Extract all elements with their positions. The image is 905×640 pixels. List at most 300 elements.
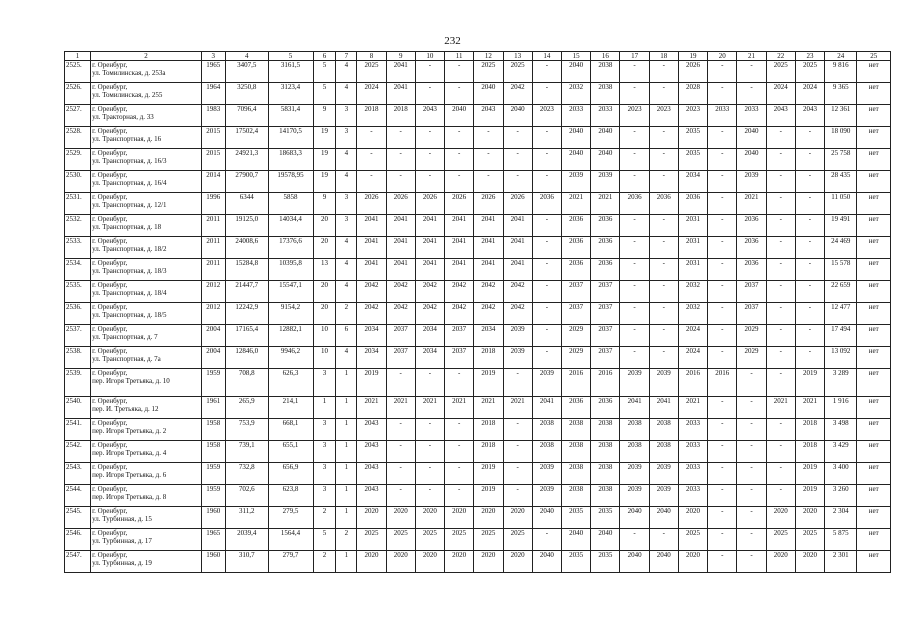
- cell-col-22: -: [766, 419, 795, 441]
- cell-col-14: -: [532, 127, 561, 149]
- address-cell: [91, 237, 202, 259]
- cell-col-25: нет: [857, 303, 891, 325]
- cell-col-9: 2037: [386, 347, 415, 369]
- cell-col-6: 19: [313, 149, 336, 171]
- cell-col-17: -: [620, 171, 649, 193]
- cell-col-7: 4: [336, 171, 357, 193]
- cell-col-18: 2039: [649, 485, 678, 507]
- cell-col-19: 2028: [678, 83, 707, 105]
- cell-col-12: 2041: [474, 215, 503, 237]
- cell-col-17: 2039: [620, 369, 649, 397]
- cell-col-14: 2023: [532, 105, 561, 127]
- cell-col-23: 2043: [795, 105, 824, 127]
- cell-col-6: 2: [313, 507, 336, 529]
- cell-col-13: 2039: [503, 325, 532, 347]
- column-number-8: 8: [357, 52, 386, 61]
- address-street: ул. Транспортная, д. 18/5: [92, 311, 167, 319]
- cell-col-8: -: [357, 149, 386, 171]
- cell-col-14: 2040: [532, 507, 561, 529]
- cell-col-4: 12846,0: [225, 347, 268, 369]
- address-street: ул. Турбинная, д. 19: [92, 559, 152, 567]
- cell-col-4: 24921,3: [225, 149, 268, 171]
- cell-col-13: 2042: [503, 303, 532, 325]
- cell-col-15: 2036: [561, 237, 590, 259]
- cell-col-10: 2021: [415, 397, 444, 419]
- cell-col-13: 2039: [503, 347, 532, 369]
- column-number-17: 17: [620, 52, 649, 61]
- cell-col-12: 2021: [474, 397, 503, 419]
- cell-col-7: 1: [336, 507, 357, 529]
- cell-col-5: 3161,5: [268, 61, 313, 83]
- cell-col-5: 1564,4: [268, 529, 313, 551]
- address-street: ул. Томилинская, д. 255: [92, 91, 163, 99]
- cell-col-18: 2040: [649, 551, 678, 573]
- table-row: [65, 419, 891, 441]
- cell-col-12: 2018: [474, 347, 503, 369]
- cell-col-9: -: [386, 463, 415, 485]
- cell-col-19: 2031: [678, 215, 707, 237]
- cell-col-11: 2042: [445, 303, 474, 325]
- cell-col-7: 4: [336, 237, 357, 259]
- cell-col-11: -: [445, 419, 474, 441]
- cell-col-14: 2038: [532, 441, 561, 463]
- cell-col-23: 2018: [795, 419, 824, 441]
- cell-col-7: 4: [336, 259, 357, 281]
- cell-col-15: 2029: [561, 347, 590, 369]
- table-row: [65, 127, 891, 149]
- address-street: ул. Турбинная, д. 17: [92, 537, 152, 545]
- cell-col-21: 2036: [737, 259, 766, 281]
- cell-col-14: 2039: [532, 485, 561, 507]
- row-number: 2540.: [65, 397, 91, 419]
- cell-col-23: 2024: [795, 83, 824, 105]
- cell-col-24: 5 875: [825, 529, 857, 551]
- cell-col-20: -: [708, 259, 737, 281]
- cell-col-15: 2040: [561, 529, 590, 551]
- cell-col-14: 2040: [532, 551, 561, 573]
- cell-col-10: -: [415, 485, 444, 507]
- cell-col-18: -: [649, 237, 678, 259]
- cell-col-23: -: [795, 215, 824, 237]
- cell-col-7: 4: [336, 83, 357, 105]
- cell-col-19: 2016: [678, 369, 707, 397]
- column-number-6: 6: [313, 52, 336, 61]
- cell-col-21: -: [737, 83, 766, 105]
- cell-col-12: 2020: [474, 507, 503, 529]
- address-cell: [91, 419, 202, 441]
- address-street: ул. Транспортная, д. 18/2: [92, 245, 167, 253]
- cell-col-17: 2041: [620, 397, 649, 419]
- cell-col-8: 2025: [357, 61, 386, 83]
- cell-col-6: 20: [313, 237, 336, 259]
- address-street: ул. Транспортная, д. 16/4: [92, 179, 167, 187]
- cell-col-19: 2036: [678, 193, 707, 215]
- cell-col-13: -: [503, 127, 532, 149]
- cell-col-6: 3: [313, 485, 336, 507]
- cell-col-20: -: [708, 347, 737, 369]
- cell-col-12: 2018: [474, 441, 503, 463]
- address-city: г. Оренбург,: [92, 215, 128, 223]
- cell-col-20: -: [708, 551, 737, 573]
- cell-col-5: 15547,1: [268, 281, 313, 303]
- cell-col-16: 2040: [591, 127, 620, 149]
- cell-col-7: 1: [336, 463, 357, 485]
- column-number-11: 11: [445, 52, 474, 61]
- cell-col-11: -: [445, 83, 474, 105]
- cell-col-3: 2015: [201, 127, 225, 149]
- address-city: г. Оренбург,: [92, 259, 128, 267]
- row-number: 2531.: [65, 193, 91, 215]
- cell-col-23: -: [795, 171, 824, 193]
- cell-col-12: -: [474, 171, 503, 193]
- cell-col-11: 2037: [445, 325, 474, 347]
- row-number: 2538.: [65, 347, 91, 369]
- column-number-15: 15: [561, 52, 590, 61]
- cell-col-4: 19125,0: [225, 215, 268, 237]
- cell-col-16: 2040: [591, 149, 620, 171]
- cell-col-25: нет: [857, 149, 891, 171]
- address-cell: [91, 485, 202, 507]
- address-city: г. Оренбург,: [92, 61, 128, 69]
- cell-col-21: 2040: [737, 149, 766, 171]
- cell-col-17: -: [620, 325, 649, 347]
- cell-col-25: нет: [857, 215, 891, 237]
- cell-col-15: 2040: [561, 127, 590, 149]
- cell-col-17: -: [620, 61, 649, 83]
- cell-col-21: -: [737, 463, 766, 485]
- cell-col-18: 2041: [649, 397, 678, 419]
- cell-col-20: -: [708, 485, 737, 507]
- cell-col-25: нет: [857, 463, 891, 485]
- cell-col-16: 2038: [591, 83, 620, 105]
- cell-col-22: -: [766, 441, 795, 463]
- cell-col-19: 2033: [678, 463, 707, 485]
- cell-col-13: 2026: [503, 193, 532, 215]
- cell-col-25: нет: [857, 259, 891, 281]
- cell-col-14: -: [532, 529, 561, 551]
- cell-col-3: 2012: [201, 281, 225, 303]
- cell-col-22: -: [766, 325, 795, 347]
- cell-col-22: -: [766, 171, 795, 193]
- table-row: [65, 441, 891, 463]
- cell-col-11: 2021: [445, 397, 474, 419]
- column-number-4: 4: [225, 52, 268, 61]
- cell-col-12: -: [474, 149, 503, 171]
- cell-col-14: -: [532, 259, 561, 281]
- cell-col-9: -: [386, 369, 415, 397]
- cell-col-22: -: [766, 485, 795, 507]
- cell-col-9: 2041: [386, 215, 415, 237]
- cell-col-16: 2038: [591, 441, 620, 463]
- address-street: ул. Транспортная, д. 18/4: [92, 289, 167, 297]
- cell-col-21: -: [737, 529, 766, 551]
- cell-col-4: 3407,5: [225, 61, 268, 83]
- cell-col-15: 2035: [561, 551, 590, 573]
- cell-col-21: -: [737, 551, 766, 573]
- cell-col-17: -: [620, 237, 649, 259]
- address-street: пер. И. Третьяка, д. 12: [92, 405, 159, 413]
- cell-col-16: 2040: [591, 529, 620, 551]
- cell-col-11: 2041: [445, 215, 474, 237]
- cell-col-10: 2041: [415, 259, 444, 281]
- cell-col-13: 2041: [503, 237, 532, 259]
- cell-col-4: 732,8: [225, 463, 268, 485]
- cell-col-13: -: [503, 171, 532, 193]
- row-number: 2533.: [65, 237, 91, 259]
- address-city: г. Оренбург,: [92, 369, 128, 377]
- cell-col-12: 2020: [474, 551, 503, 573]
- cell-col-23: -: [795, 325, 824, 347]
- cell-col-9: 2042: [386, 303, 415, 325]
- cell-col-10: -: [415, 149, 444, 171]
- cell-col-24: 3 429: [825, 441, 857, 463]
- cell-col-13: 2025: [503, 61, 532, 83]
- cell-col-21: -: [737, 397, 766, 419]
- cell-col-14: -: [532, 171, 561, 193]
- cell-col-24: 12 361: [825, 105, 857, 127]
- cell-col-14: 2038: [532, 419, 561, 441]
- address-city: г. Оренбург,: [92, 171, 128, 179]
- cell-col-21: 2037: [737, 281, 766, 303]
- address-cell: [91, 441, 202, 463]
- cell-col-16: 2036: [591, 259, 620, 281]
- cell-col-24: 3 260: [825, 485, 857, 507]
- cell-col-9: 2037: [386, 325, 415, 347]
- address-city: г. Оренбург,: [92, 325, 128, 333]
- cell-col-10: -: [415, 369, 444, 397]
- cell-col-20: -: [708, 61, 737, 83]
- address-street: ул. Транспортная, д. 18: [92, 223, 162, 231]
- cell-col-19: 2035: [678, 127, 707, 149]
- cell-col-10: 2042: [415, 281, 444, 303]
- cell-col-6: 3: [313, 441, 336, 463]
- column-number-24: 24: [825, 52, 857, 61]
- column-number-10: 10: [415, 52, 444, 61]
- cell-col-8: 2020: [357, 551, 386, 573]
- cell-col-9: 2018: [386, 105, 415, 127]
- cell-col-9: -: [386, 485, 415, 507]
- cell-col-14: -: [532, 61, 561, 83]
- cell-col-12: 2019: [474, 369, 503, 397]
- cell-col-7: 4: [336, 149, 357, 171]
- cell-col-4: 708,8: [225, 369, 268, 397]
- cell-col-11: 2040: [445, 105, 474, 127]
- cell-col-8: 2019: [357, 369, 386, 397]
- cell-col-16: 2033: [591, 105, 620, 127]
- cell-col-18: -: [649, 61, 678, 83]
- cell-col-19: 2033: [678, 485, 707, 507]
- cell-col-6: 19: [313, 171, 336, 193]
- cell-col-3: 1958: [201, 441, 225, 463]
- cell-col-4: 7096,4: [225, 105, 268, 127]
- address-street: ул. Транспортная, д. 7: [92, 333, 158, 341]
- cell-col-24: 13 092: [825, 347, 857, 369]
- cell-col-15: 2038: [561, 463, 590, 485]
- cell-col-5: 14170,5: [268, 127, 313, 149]
- cell-col-13: -: [503, 485, 532, 507]
- cell-col-5: 3123,4: [268, 83, 313, 105]
- cell-col-7: 3: [336, 127, 357, 149]
- row-number: 2537.: [65, 325, 91, 347]
- cell-col-17: -: [620, 149, 649, 171]
- cell-col-5: 14034,4: [268, 215, 313, 237]
- cell-col-14: -: [532, 303, 561, 325]
- cell-col-21: 2029: [737, 347, 766, 369]
- cell-col-13: 2020: [503, 507, 532, 529]
- cell-col-22: -: [766, 237, 795, 259]
- cell-col-6: 20: [313, 303, 336, 325]
- cell-col-17: -: [620, 281, 649, 303]
- cell-col-12: 2026: [474, 193, 503, 215]
- column-number-13: 13: [503, 52, 532, 61]
- cell-col-3: 1964: [201, 83, 225, 105]
- address-city: г. Оренбург,: [92, 149, 128, 157]
- cell-col-5: 655,1: [268, 441, 313, 463]
- cell-col-3: 1959: [201, 485, 225, 507]
- cell-col-8: -: [357, 127, 386, 149]
- cell-col-10: 2034: [415, 347, 444, 369]
- cell-col-20: -: [708, 127, 737, 149]
- row-number: 2543.: [65, 463, 91, 485]
- cell-col-6: 10: [313, 325, 336, 347]
- cell-col-8: 2043: [357, 419, 386, 441]
- cell-col-22: -: [766, 303, 795, 325]
- cell-col-15: 2036: [561, 259, 590, 281]
- cell-col-3: 2011: [201, 237, 225, 259]
- cell-col-24: 3 400: [825, 463, 857, 485]
- cell-col-13: 2041: [503, 215, 532, 237]
- cell-col-6: 1: [313, 397, 336, 419]
- cell-col-12: 2040: [474, 83, 503, 105]
- address-street: пер. Игоря Третьяка, д. 2: [92, 427, 167, 435]
- cell-col-6: 9: [313, 193, 336, 215]
- cell-col-12: 2025: [474, 61, 503, 83]
- cell-col-23: -: [795, 149, 824, 171]
- column-number-16: 16: [591, 52, 620, 61]
- cell-col-8: 2021: [357, 397, 386, 419]
- cell-col-7: 1: [336, 419, 357, 441]
- cell-col-12: 2025: [474, 529, 503, 551]
- cell-col-19: 2033: [678, 441, 707, 463]
- cell-col-11: 2041: [445, 237, 474, 259]
- cell-col-17: 2023: [620, 105, 649, 127]
- cell-col-19: 2021: [678, 397, 707, 419]
- address-cell: [91, 193, 202, 215]
- cell-col-11: -: [445, 441, 474, 463]
- cell-col-7: 4: [336, 61, 357, 83]
- cell-col-11: -: [445, 369, 474, 397]
- cell-col-19: 2032: [678, 281, 707, 303]
- cell-col-4: 17502,4: [225, 127, 268, 149]
- cell-col-23: 2019: [795, 369, 824, 397]
- cell-col-25: нет: [857, 171, 891, 193]
- cell-col-14: -: [532, 325, 561, 347]
- cell-col-9: -: [386, 171, 415, 193]
- cell-col-23: -: [795, 303, 824, 325]
- cell-col-11: -: [445, 463, 474, 485]
- cell-col-14: -: [532, 215, 561, 237]
- cell-col-25: нет: [857, 485, 891, 507]
- address-cell: [91, 507, 202, 529]
- cell-col-6: 5: [313, 83, 336, 105]
- cell-col-17: -: [620, 529, 649, 551]
- cell-col-19: 2031: [678, 237, 707, 259]
- cell-col-4: 27900,7: [225, 171, 268, 193]
- row-number: 2544.: [65, 485, 91, 507]
- address-street: ул. Транспортная, д. 16: [92, 135, 162, 143]
- cell-col-15: 2038: [561, 441, 590, 463]
- cell-col-7: 4: [336, 281, 357, 303]
- cell-col-20: -: [708, 441, 737, 463]
- cell-col-21: 2036: [737, 215, 766, 237]
- cell-col-13: -: [503, 419, 532, 441]
- cell-col-22: -: [766, 281, 795, 303]
- row-number: 2541.: [65, 419, 91, 441]
- table-row: [65, 551, 891, 573]
- cell-col-25: нет: [857, 529, 891, 551]
- column-number-row: [65, 52, 891, 61]
- cell-col-5: 668,1: [268, 419, 313, 441]
- cell-col-6: 9: [313, 105, 336, 127]
- address-city: г. Оренбург,: [92, 529, 128, 537]
- cell-col-15: 2016: [561, 369, 590, 397]
- cell-col-10: -: [415, 463, 444, 485]
- cell-col-8: 2043: [357, 441, 386, 463]
- cell-col-18: -: [649, 259, 678, 281]
- cell-col-12: 2043: [474, 105, 503, 127]
- address-cell: [91, 529, 202, 551]
- address-city: г. Оренбург,: [92, 281, 128, 289]
- cell-col-25: нет: [857, 83, 891, 105]
- row-number: 2534.: [65, 259, 91, 281]
- address-cell: [91, 127, 202, 149]
- cell-col-23: 2019: [795, 463, 824, 485]
- cell-col-14: -: [532, 149, 561, 171]
- cell-col-25: нет: [857, 325, 891, 347]
- cell-col-5: 18683,3: [268, 149, 313, 171]
- cell-col-18: 2023: [649, 105, 678, 127]
- cell-col-9: 2021: [386, 397, 415, 419]
- cell-col-24: 19 491: [825, 215, 857, 237]
- address-cell: [91, 215, 202, 237]
- table-row: [65, 281, 891, 303]
- cell-col-22: -: [766, 149, 795, 171]
- address-street: ул. Транспортная, д. 18/3: [92, 267, 167, 275]
- cell-col-18: -: [649, 171, 678, 193]
- cell-col-15: 2037: [561, 281, 590, 303]
- cell-col-22: 2043: [766, 105, 795, 127]
- address-cell: [91, 171, 202, 193]
- cell-col-9: -: [386, 441, 415, 463]
- cell-col-25: нет: [857, 61, 891, 83]
- cell-col-3: 1996: [201, 193, 225, 215]
- cell-col-23: -: [795, 259, 824, 281]
- cell-col-4: 265,9: [225, 397, 268, 419]
- cell-col-17: 2040: [620, 507, 649, 529]
- cell-col-21: 2040: [737, 127, 766, 149]
- cell-col-19: 2026: [678, 61, 707, 83]
- cell-col-21: 2036: [737, 237, 766, 259]
- column-number-7: 7: [336, 52, 357, 61]
- cell-col-23: 2019: [795, 485, 824, 507]
- cell-col-3: 2004: [201, 347, 225, 369]
- cell-col-8: 2042: [357, 281, 386, 303]
- cell-col-8: 2041: [357, 215, 386, 237]
- cell-col-25: нет: [857, 441, 891, 463]
- cell-col-5: 656,9: [268, 463, 313, 485]
- cell-col-11: -: [445, 485, 474, 507]
- column-number-12: 12: [474, 52, 503, 61]
